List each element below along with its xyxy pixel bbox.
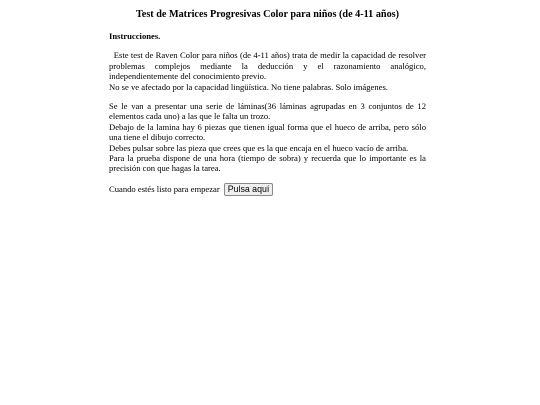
details-paragraph (109, 101, 426, 174)
page-title: Test de Matrices Progresivas Color para niños (de 4-11 años) (135, 9, 400, 20)
details-line-time: Para la prueba dispone de una hora (tiempo de sobra) y recuerda que lo importante es la precisión con que hagas la tarea. (109, 153, 426, 174)
intro-paragraph (109, 50, 429, 92)
content (109, 0, 429, 196)
details-line-slides: Se le van a presentar una serie de láminas(36 láminas agrupadas en 3 conjuntos de 12 elementos cada uno) a las que le falta un trozo. (109, 101, 426, 122)
start-prompt: Cuando estés listo para empezar (109, 184, 220, 195)
details-line-click: Debes pulsar sobre las pieza que crees que es la que encaja en el hueco vacío de arriba. (109, 142, 409, 153)
instructions-heading: Instrucciones. (109, 31, 161, 41)
intro-note: No se ve afectado por la capacidad lingüística. No tiene palabras. Solo imágenes. (109, 81, 388, 92)
start-button[interactable]: Pulsa aquí (224, 183, 274, 196)
details-line-pieces: Debajo de la lamina hay 6 piezas que tienen igual forma que el hueco de arriba, pero sólo una tiene el dibujo correcto. (109, 121, 426, 143)
intro-text: Este test de Raven Color para niños (de 4-11 años) trata de medir la capacidad de resolver problemas complejos mediante la deducción y el razonamiento analógico, independientemente del conocimiento previo. (109, 50, 429, 82)
start-row (109, 183, 426, 196)
